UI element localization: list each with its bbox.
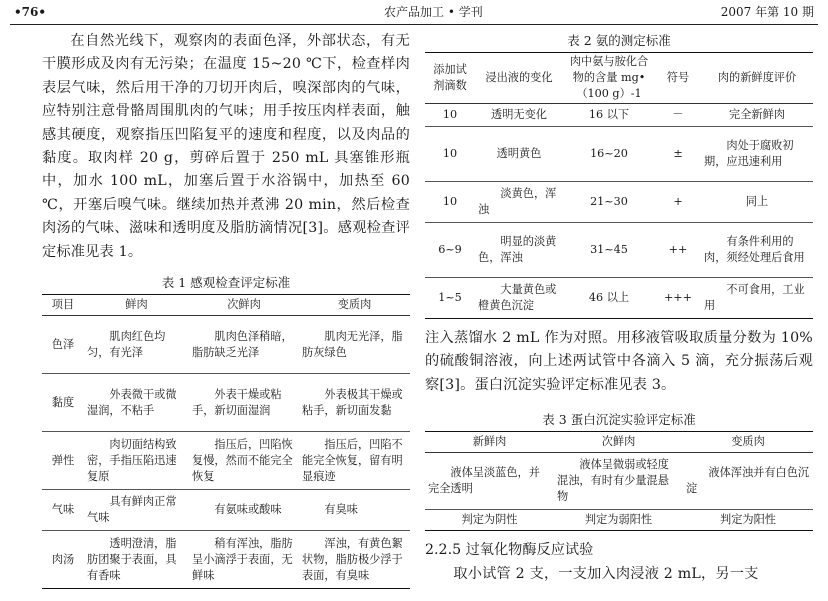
table-row bbox=[425, 104, 813, 127]
table-row bbox=[425, 453, 813, 510]
row-label: 黏度 bbox=[42, 374, 84, 432]
peroxidase-paragraph: 取小试管 2 支，一支加入肉浸液 2 mL，另一支 bbox=[453, 565, 759, 582]
table-cell: 大量黄色或橙黄色沉淀 bbox=[475, 278, 563, 319]
header-spoiled: 变质肉 bbox=[299, 295, 410, 316]
header-symbol: 符号 bbox=[655, 53, 701, 104]
table2-caption: 表 2 氨的测定标准 bbox=[567, 33, 671, 48]
table-cell: 判定为弱阳性 bbox=[554, 510, 683, 531]
table-cell: 透明无变化 bbox=[475, 104, 563, 127]
sensory-method-paragraph: 在自然光线下，观察肉的表面色泽，外部状态，有无干膜形成及肉有无污染；在温度 15~20 ℃下，检查样肉表层气味，然后用干净的刀切开肉后，嗅深部肉的气味，应特别注意骨骼周围肌肉的气味；用手按压肉样表面，触感其硬度，观察指压凹陷复平的速度和程度，以及肉品的黏度。取肉样 20 g，剪碎后置于 250 mL 具塞锥形瓶中，加水 100 mL，加塞后置于水浴锅中，加热至 60 ℃，开塞后嗅气味。继续加热并煮沸 20 min，然后检查肉汤的气味、滋味和透明度及脂肪滴情况[3]。感观检查评定标准见表 1。 bbox=[42, 33, 410, 260]
journal-name: 农产品加工 • 学刊 bbox=[384, 5, 483, 19]
table1-caption: 表 1 感观检查评定标准 bbox=[161, 275, 291, 291]
protein-precipitation-table bbox=[425, 431, 813, 531]
header-semi-fresh: 次鲜肉 bbox=[554, 432, 683, 453]
table-cell: +++ bbox=[655, 278, 701, 319]
table-cell: 外表微干或微湿润，不粘手 bbox=[84, 374, 189, 432]
table-cell: 淡黄色，浑浊 bbox=[475, 182, 563, 223]
table-row bbox=[42, 531, 410, 589]
table-cell: － bbox=[655, 104, 701, 127]
table-cell: 有条件利用的肉，须经处理后食用 bbox=[701, 223, 813, 278]
table-cell: 完全新鲜肉 bbox=[701, 104, 813, 127]
header-fresh: 新鲜肉 bbox=[425, 432, 554, 453]
table-cell: 有氨味或酸味 bbox=[189, 490, 299, 531]
row-label: 弹性 bbox=[42, 432, 84, 490]
table-cell: 指压后，凹陷不能完全恢复，留有明显痕迹 bbox=[299, 432, 410, 490]
row-label: 肉汤 bbox=[42, 531, 84, 589]
table-cell: 肌肉无光泽，脂肪灰绿色 bbox=[299, 316, 410, 374]
table-cell: 判定为阴性 bbox=[425, 510, 554, 531]
table-cell: 稍有浑浊，脂肪呈小滴浮于表面，无鲜味 bbox=[189, 531, 299, 589]
table-header-row bbox=[425, 432, 813, 453]
left-column bbox=[42, 30, 410, 589]
table-cell: 外表极其干燥或粘手，新切面发黏 bbox=[299, 374, 410, 432]
table-cell: 肌肉色泽稍暗，脂肪缺乏光泽 bbox=[189, 316, 299, 374]
table-header-row bbox=[42, 295, 410, 316]
table-cell: ++ bbox=[655, 223, 701, 278]
table-cell: 明显的淡黄色，浑浊 bbox=[475, 223, 563, 278]
table-cell: 液体呈淡蓝色，并完全透明 bbox=[425, 453, 554, 510]
table-cell: 肉处于腐败初期，应迅速利用 bbox=[701, 127, 813, 182]
table-row bbox=[425, 510, 813, 531]
header-extract-change: 浸出液的变化 bbox=[475, 53, 563, 104]
table-cell: 不可食用，工业用 bbox=[701, 278, 813, 319]
table-cell: 21~30 bbox=[563, 182, 655, 223]
section-heading: 2.2.5 过氧化物酶反应试验 bbox=[425, 542, 594, 559]
right-column bbox=[425, 30, 813, 586]
table-cell: 外表干燥或粘手，新切面湿润 bbox=[189, 374, 299, 432]
table-cell: 10 bbox=[425, 182, 475, 223]
table-cell: 16~20 bbox=[563, 127, 655, 182]
table-cell: 31~45 bbox=[563, 223, 655, 278]
journal-issue: 2007 年第 10 期 bbox=[720, 5, 814, 19]
header-ammonia-content: 肉中氨与胺化合物的含量 mg•（100 g）-1 bbox=[563, 53, 655, 104]
table-cell: 同上 bbox=[701, 182, 813, 223]
table-row bbox=[42, 490, 410, 531]
table-cell: 46 以上 bbox=[563, 278, 655, 319]
table-cell: 液体呈微弱或轻度混浊，有时有少量混悬物 bbox=[554, 453, 683, 510]
table-row bbox=[425, 223, 813, 278]
row-label: 气味 bbox=[42, 490, 84, 531]
table-cell: 有臭味 bbox=[299, 490, 410, 531]
row-label: 色泽 bbox=[42, 316, 84, 374]
table-row bbox=[42, 316, 410, 374]
table-cell: ± bbox=[655, 127, 701, 182]
running-header bbox=[10, 0, 818, 25]
page-number: •76• bbox=[14, 5, 47, 19]
table-cell: 16 以下 bbox=[563, 104, 655, 127]
table-cell: 指压后，凹陷恢复慢，然而不能完全恢复 bbox=[189, 432, 299, 490]
table-cell: 肉切面结构致密，手指压陷迅速复原 bbox=[84, 432, 189, 490]
table-cell: 10 bbox=[425, 127, 475, 182]
table-cell: + bbox=[655, 182, 701, 223]
table-cell: 6~9 bbox=[425, 223, 475, 278]
table-cell: 浑浊，有黄色絮状物，脂肪极少浮于表面，有臭味 bbox=[299, 531, 410, 589]
copper-sulfate-paragraph: 注入蒸馏水 2 mL 作为对照。用移液管吸取质量分数为 10% 的硫酸铜溶液，向上述两试管中各滴入 5 滴，充分振荡后观察[3]。蛋白沉淀实验评定标准见表 3。 bbox=[425, 330, 813, 393]
table-cell: 具有鲜肉正常气味 bbox=[84, 490, 189, 531]
table-cell: 透明澄清，脂肪团聚于表面，具有香味 bbox=[84, 531, 189, 589]
table3-caption: 表 3 蛋白沉淀实验评定标准 bbox=[542, 412, 696, 428]
table-cell: 透明黄色 bbox=[475, 127, 563, 182]
table-cell: 10 bbox=[425, 104, 475, 127]
header-semi-fresh: 次鲜肉 bbox=[189, 295, 299, 316]
header-fresh: 鲜肉 bbox=[84, 295, 189, 316]
header-item: 项目 bbox=[42, 295, 84, 316]
header-freshness: 肉的新鲜度评价 bbox=[701, 53, 813, 104]
table-cell: 判定为阳性 bbox=[683, 510, 813, 531]
header-spoiled: 变质肉 bbox=[683, 432, 813, 453]
sensory-standard-table bbox=[42, 294, 410, 589]
table-cell: 肌肉红色均匀，有光泽 bbox=[84, 316, 189, 374]
header-drops: 添加试剂滴数 bbox=[425, 53, 475, 104]
table-cell: 1~5 bbox=[425, 278, 475, 319]
table-row bbox=[425, 127, 813, 182]
ammonia-standard-table bbox=[425, 52, 813, 319]
table-row bbox=[42, 432, 410, 490]
table-cell: 液体浑浊并有白色沉淀 bbox=[683, 453, 813, 510]
table-row bbox=[425, 278, 813, 319]
table-header-row bbox=[425, 53, 813, 104]
table-row bbox=[42, 374, 410, 432]
table-row bbox=[425, 182, 813, 223]
